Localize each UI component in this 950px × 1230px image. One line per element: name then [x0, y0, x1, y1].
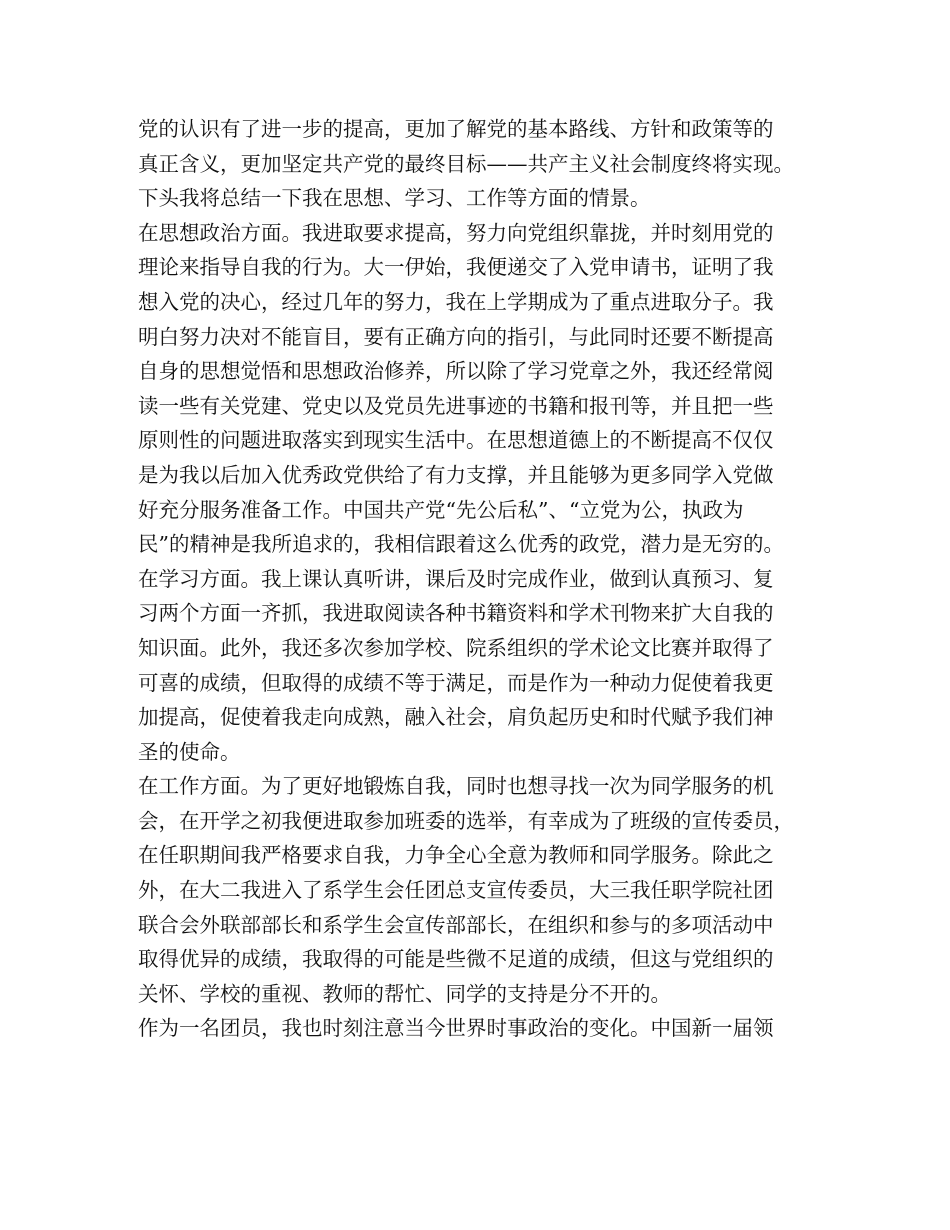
text-line: 联合会外联部部长和系学生会宣传部部长，在组织和参与的多项活动中 — [138, 912, 774, 937]
text-line: 下头我将总结一下我在思想、学习、工作等方面的情景。 — [138, 186, 651, 211]
text-line: 关怀、学校的重视、教师的帮忙、同学的支持是分不开的。 — [138, 981, 671, 1006]
text-line: 圣的使命。 — [138, 739, 241, 764]
text-line: 自身的思想觉悟和思想政治修养，所以除了学习党章之外，我还经常阅 — [138, 359, 774, 384]
text-line: 知识面。此外，我还多次参加学校、院系组织的学术论文比赛并取得了 — [138, 635, 774, 660]
text-line: 原则性的问题进取落实到现实生活中。在思想道德上的不断提高不仅仅 — [138, 428, 774, 453]
document-body — [138, 112, 828, 1046]
text-line: 外，在大二我进入了系学生会任团总支宣传委员，大三我任职学院社团 — [138, 878, 774, 903]
text-line: 在工作方面。为了更好地锻炼自我，同时也想寻找一次为同学服务的机 — [138, 774, 774, 799]
text-line: 习两个方面一齐抓，我进取阅读各种书籍资料和学术刊物来扩大自我的 — [138, 601, 774, 626]
text-line: 想入党的决心，经过几年的努力，我在上学期成为了重点进取分子。我 — [138, 289, 774, 314]
text-line: 好充分服务准备工作。中国共产党“先公后私”、“立党为公，执政为 — [138, 497, 744, 522]
text-line: 明白努力决对不能盲目，要有正确方向的指引，与此同时还要不断提高 — [138, 324, 774, 349]
text-line: 在学习方面。我上课认真听讲，课后及时完成作业，做到认真预习、复 — [138, 566, 774, 591]
text-line: 在思想政治方面。我进取要求提高，努力向党组织靠拢，并时刻用党的 — [138, 220, 774, 245]
text-line: 会，在开学之初我便进取参加班委的选举，有幸成为了班级的宣传委员， — [138, 808, 794, 833]
text-line: 在任职期间我严格要求自我，力争全心全意为教师和同学服务。除此之 — [138, 843, 774, 868]
text-line: 理论来指导自我的行为。大一伊始，我便递交了入党申请书，证明了我 — [138, 255, 774, 280]
text-line: 可喜的成绩，但取得的成绩不等于满足，而是作为一种动力促使着我更 — [138, 670, 774, 695]
text-line: 党的认识有了进一步的提高，更加了解党的基本路线、方针和政策等的 — [138, 117, 774, 141]
text-line: 读一些有关党建、党史以及党员先进事迹的书籍和报刊等，并且把一些 — [138, 393, 774, 418]
text-line: 真正含义，更加坚定共产党的最终目标——共产主义社会制度终将实现。 — [138, 151, 794, 176]
text-line: 作为一名团员，我也时刻注意当今世界时事政治的变化。中国新一届领 — [138, 1016, 774, 1041]
text-line: 民”的精神是我所追求的，我相信跟着这么优秀的政党，潜力是无穷的。 — [138, 532, 784, 557]
text-line: 是为我以后加入优秀政党供给了有力支撑，并且能够为更多同学入党做 — [138, 462, 774, 487]
text-line: 加提高，促使着我走向成熟，融入社会，肩负起历史和时代赋予我们神 — [138, 705, 774, 730]
text-line: 取得优异的成绩，我取得的可能是些微不足道的成绩，但这与党组织的 — [138, 947, 774, 972]
